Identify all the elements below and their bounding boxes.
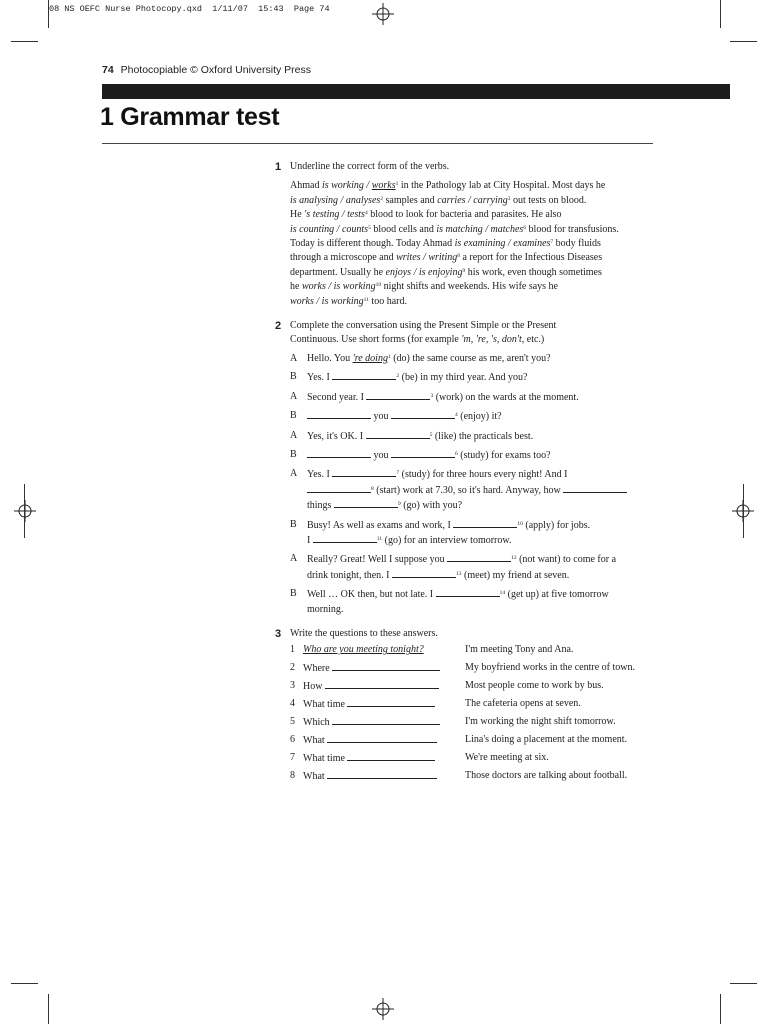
- question-number: 3: [275, 627, 282, 640]
- crop-mark: [48, 994, 49, 1024]
- page-header: [102, 64, 311, 76]
- crop-mark: [730, 983, 757, 984]
- answer-blank[interactable]: [313, 533, 377, 543]
- question-item: 5 Which I'm working the night shift tomorrow.: [290, 716, 616, 729]
- answer-blank[interactable]: [332, 370, 396, 380]
- title-rule: [102, 143, 653, 144]
- answer-blank[interactable]: [307, 409, 371, 419]
- question-item: 1 Who are you meeting tonight? I'm meeting Tony and Ana.: [290, 644, 574, 656]
- answer-blank[interactable]: [332, 661, 440, 671]
- answer-blank[interactable]: [347, 751, 435, 761]
- dialogue-line: B Busy! As well as exams and work, I $^{10}$ (apply) for jobs. I $^{11}$ (go) for an interview tomorrow.: [290, 518, 591, 546]
- dialogue-line: A Yes, it's OK. I $^5$ (like) the practicals best.: [290, 429, 534, 442]
- answer-blank[interactable]: [392, 568, 456, 578]
- question-1-paragraph: [290, 179, 660, 309]
- question-instruction: Underline the correct form of the verbs.: [290, 161, 450, 172]
- dialogue-line: B you $^4$ (enjoy) it?: [290, 410, 502, 423]
- paragraph-line: Ahmad is working / works$^1$ in the Pathology lab at City Hospital. Most days he: [290, 180, 606, 192]
- question-item: 8 What Those doctors are talking about football.: [290, 770, 628, 783]
- answer-blank[interactable]: [391, 448, 455, 458]
- question-item: 6 What Lina's doing a placement at the moment.: [290, 734, 628, 747]
- question-number: 1: [275, 161, 282, 173]
- example-answer: 're doing: [352, 352, 388, 364]
- crop-mark: [11, 983, 38, 984]
- answer-blank[interactable]: [332, 467, 396, 477]
- dialogue-line: B you $^6$ (study) for exams too?: [290, 448, 551, 461]
- answer-blank[interactable]: [327, 733, 437, 743]
- answer-blank[interactable]: [325, 679, 439, 689]
- paragraph-line: through a microscope and writes / writing$^8$ a report for the Infectious Diseases: [290, 252, 603, 264]
- crop-mark: [743, 484, 744, 538]
- answer-blank[interactable]: [447, 552, 511, 562]
- crop-mark: [720, 0, 721, 28]
- paragraph-line: He 's testing / tests$^4$ blood to look for bacteria and parasites. He also: [290, 209, 562, 221]
- answer-blank[interactable]: [366, 390, 430, 400]
- page-title: 1 Grammar test: [100, 103, 280, 131]
- print-slug: 08 NS OEFC Nurse Photocopy.qxd 1/11/07 15:43 Page 74: [49, 4, 330, 14]
- answer-blank[interactable]: [307, 483, 371, 493]
- answer-blank[interactable]: [436, 587, 500, 597]
- crop-mark: [11, 41, 38, 42]
- crop-mark: [24, 484, 25, 538]
- question-1: [275, 160, 660, 309]
- copyright-notice: Photocopiable © Oxford University Press: [120, 64, 312, 76]
- answer-blank[interactable]: [327, 769, 437, 779]
- crop-mark: [48, 0, 49, 28]
- question-instruction: Write the questions to these answers.: [290, 627, 438, 639]
- answer-blank[interactable]: [366, 429, 430, 439]
- registration-mark-icon: [14, 500, 36, 522]
- registration-mark-icon: [372, 998, 394, 1020]
- answer-blank[interactable]: [334, 498, 398, 508]
- crop-mark: [730, 41, 757, 42]
- dialogue-line: A Second year. I $^3$ (work) on the wards at the moment.: [290, 390, 579, 403]
- question-item: 3 How Most people come to work by bus.: [290, 680, 604, 693]
- paragraph-line: works / is working$^{11}$ too hard.: [290, 295, 407, 307]
- crop-mark: [720, 994, 721, 1024]
- answer-blank[interactable]: [391, 409, 455, 419]
- paragraph-line: is counting / counts$^5$ blood cells and is matching / matches$^6$ blood for transfusions.: [290, 223, 619, 235]
- paragraph-line: is analysing / analyses$^2$ samples and carries / carrying$^3$ out tests on blood.: [290, 194, 587, 206]
- header-bar: [102, 84, 730, 99]
- question-item: 7 What time We're meeting at six.: [290, 752, 549, 765]
- paragraph-line: department. Usually he enjoys / is enjoying$^9$ his work, even though sometimes: [290, 266, 602, 278]
- dialogue-line: A Hello. You 're doing$^1$ (do) the same course as me, aren't you?: [290, 352, 551, 364]
- exercise-content: [275, 160, 660, 787]
- question-2: [275, 319, 660, 617]
- dialogue-line: A Yes. I $^7$ (study) for three hours every night! And I $^8$ (start) work at 7.30, so it's hard. Anyway, how things $^9$ (go) with you?: [290, 467, 660, 513]
- paragraph-line: Today is different though. Today Ahmad is examining / examines$^7$ body fluids: [290, 238, 601, 250]
- paragraph-line: he works / is working$^{10}$ night shifts and weekends. His wife says he: [290, 281, 558, 293]
- question-item: 4 What time The cafeteria opens at seven.: [290, 698, 581, 711]
- example-answer: Who are you meeting tonight?: [303, 644, 424, 656]
- question-3: [275, 627, 660, 787]
- answer-blank[interactable]: [453, 518, 517, 528]
- question-number: 2: [275, 320, 282, 333]
- page-number: 74: [102, 64, 114, 76]
- dialogue-line: B Well … OK then, but not late. I $^{14}$ (get up) at five tomorrow morning.: [290, 588, 609, 615]
- answer-blank[interactable]: [332, 715, 440, 725]
- answer-blank[interactable]: [307, 448, 371, 458]
- registration-mark-icon: [372, 3, 394, 25]
- dialogue-line: A Really? Great! Well I suppose you $^{12}$ (not want) to come for a drink tonight, then. I $^{13}$ (meet) my friend at seven.: [290, 553, 617, 581]
- question-instruction: Complete the conversation using the Present Simple or the Present Continuous. Use short forms (for example 'm, 're, 's, don't, etc.): [290, 320, 557, 346]
- underlined-answer: works: [371, 180, 396, 192]
- answer-blank[interactable]: [563, 483, 627, 493]
- answer-blank[interactable]: [347, 697, 435, 707]
- dialogue-line: B Yes. I $^2$ (be) in my third year. And you?: [290, 371, 528, 384]
- question-item: 2 Where My boyfriend works in the centre of town.: [290, 662, 635, 675]
